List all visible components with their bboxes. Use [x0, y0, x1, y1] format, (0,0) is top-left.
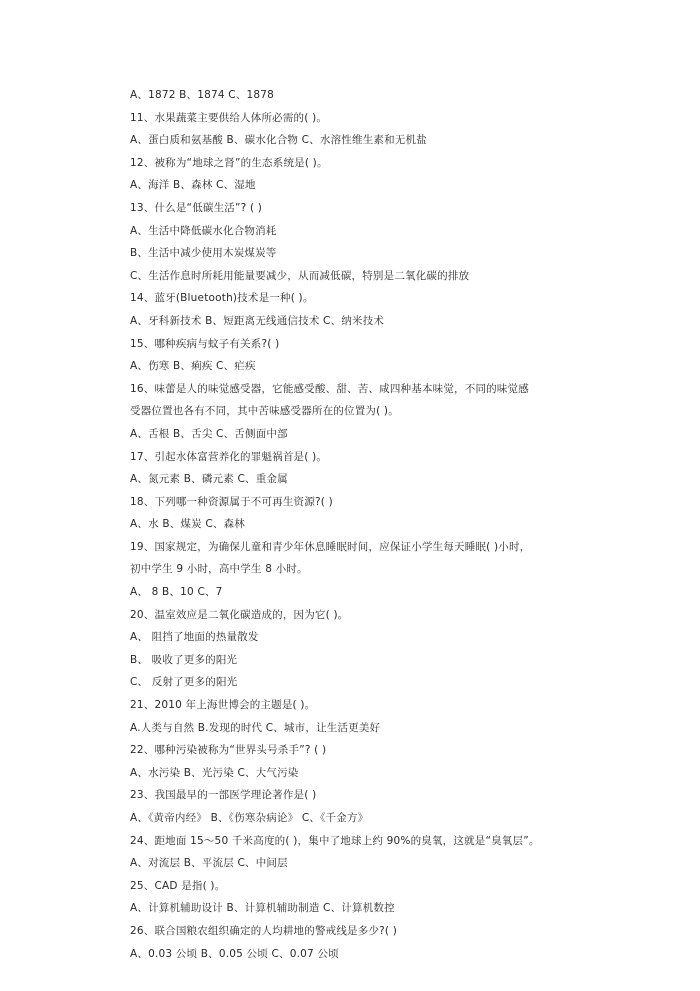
answer-options-line: B、生活中减少使用木炭煤炭等: [130, 247, 277, 260]
answer-options-line: C、 反射了更多的阳光: [130, 676, 238, 689]
question-line: 15、哪种疾病与蚊子有关系?( ): [130, 337, 280, 350]
question-line: 18、下列哪一种资源属于不可再生资源?( ): [130, 495, 333, 508]
answer-options-line: A、水污染 B、光污染 C、大气污染: [130, 766, 299, 779]
question-line: 16、味蕾是人的味觉感受器，它能感受酸、甜、苦、咸四种基本味觉，不同的味觉感: [130, 382, 529, 395]
question-continuation-line: 初中学生 9 小时，高中学生 8 小时。: [130, 563, 308, 576]
question-line: 22、哪种污染被称为“世界头号杀手”? ( ): [130, 744, 327, 757]
question-line: 25、CAD 是指( )。: [130, 879, 226, 892]
question-line: 11、水果蔬菜主要供给人体所必需的( )。: [130, 111, 328, 124]
answer-options-line: A、生活中降低碳水化合物消耗: [130, 224, 277, 237]
question-line: 14、蓝牙(Bluetooth)技术是一种( )。: [130, 292, 314, 305]
question-line: 13、什么是“低碳生活”? ( ): [130, 201, 263, 214]
text-line: A、1872 B、1874 C、1878: [130, 89, 275, 101]
answer-options-line: A、0.03 公顷 B、0.05 公顷 C、0.07 公顷: [130, 947, 339, 960]
answer-options-line: A、 阻挡了地面的热量散发: [130, 631, 259, 644]
question-line: 12、被称为“地球之肾”的生态系统是( )。: [130, 156, 328, 169]
answer-options-line: A、伤寒 B、痢疾 C、疟疾: [130, 360, 256, 373]
question-line: 24、距地面 15～50 千米高度的( )，集中了地球上约 90%的臭氧，这就是“臭氧层”。: [130, 834, 540, 847]
question-line: 23、我国最早的一部医学理论著作是( ): [130, 789, 317, 802]
question-line: 21、2010 年上海世博会的主题是( )。: [130, 699, 316, 712]
answer-options-line: A、水 B、煤炭 C、森林: [130, 518, 245, 531]
answer-options-line: C、生活作息时所耗用能量要减少，从而减低碳，特别是二氧化碳的排放: [130, 269, 470, 282]
answer-options-line: A、对流层 B、平流层 C、中间层: [130, 857, 288, 870]
answer-options-line: A.人类与自然 B.发现的时代 C、城市，让生活更美好: [130, 721, 381, 734]
answer-options-line: A、 8 B、10 C、7: [130, 586, 223, 599]
question-continuation-line: 受器位置也各有不同，其中苦味感受器所在的位置为( )。: [130, 405, 399, 418]
question-line: 20、温室效应是二氧化碳造成的，因为它( )。: [130, 608, 349, 621]
answer-options-line: A、海洋 B、森林 C、湿地: [130, 179, 256, 192]
answer-options-line: A、计算机辅助设计 B、计算机辅助制造 C、计算机数控: [130, 902, 395, 915]
question-line: 17、引起水体富营养化的罪魁祸首是( )。: [130, 450, 328, 463]
question-line: 19、国家规定，为确保儿童和青少年休息睡眠时间，应保证小学生每天睡眠( )小时，: [130, 540, 531, 553]
answer-options-line: A、蛋白质和氨基酸 B、碳水化合物 C、水溶性维生素和无机盐: [130, 134, 427, 147]
answer-options-line: A、《黄帝内经》 B、《伤寒杂病论》 C、《千金方》: [130, 812, 369, 824]
question-line: 26、联合国粮农组织确定的人均耕地的警戒线是多少?( ): [130, 924, 398, 937]
document-body: [130, 84, 600, 965]
answer-options-line: A、牙科新技术 B、短距离无线通信技术 C、纳米技术: [130, 314, 385, 327]
answer-options-line: B、 吸收了更多的阳光: [130, 653, 238, 666]
answer-options-line: A、氮元素 B、磷元素 C、重金属: [130, 473, 288, 486]
answer-options-line: A、舌根 B、舌尖 C、舌侧面中部: [130, 427, 288, 440]
